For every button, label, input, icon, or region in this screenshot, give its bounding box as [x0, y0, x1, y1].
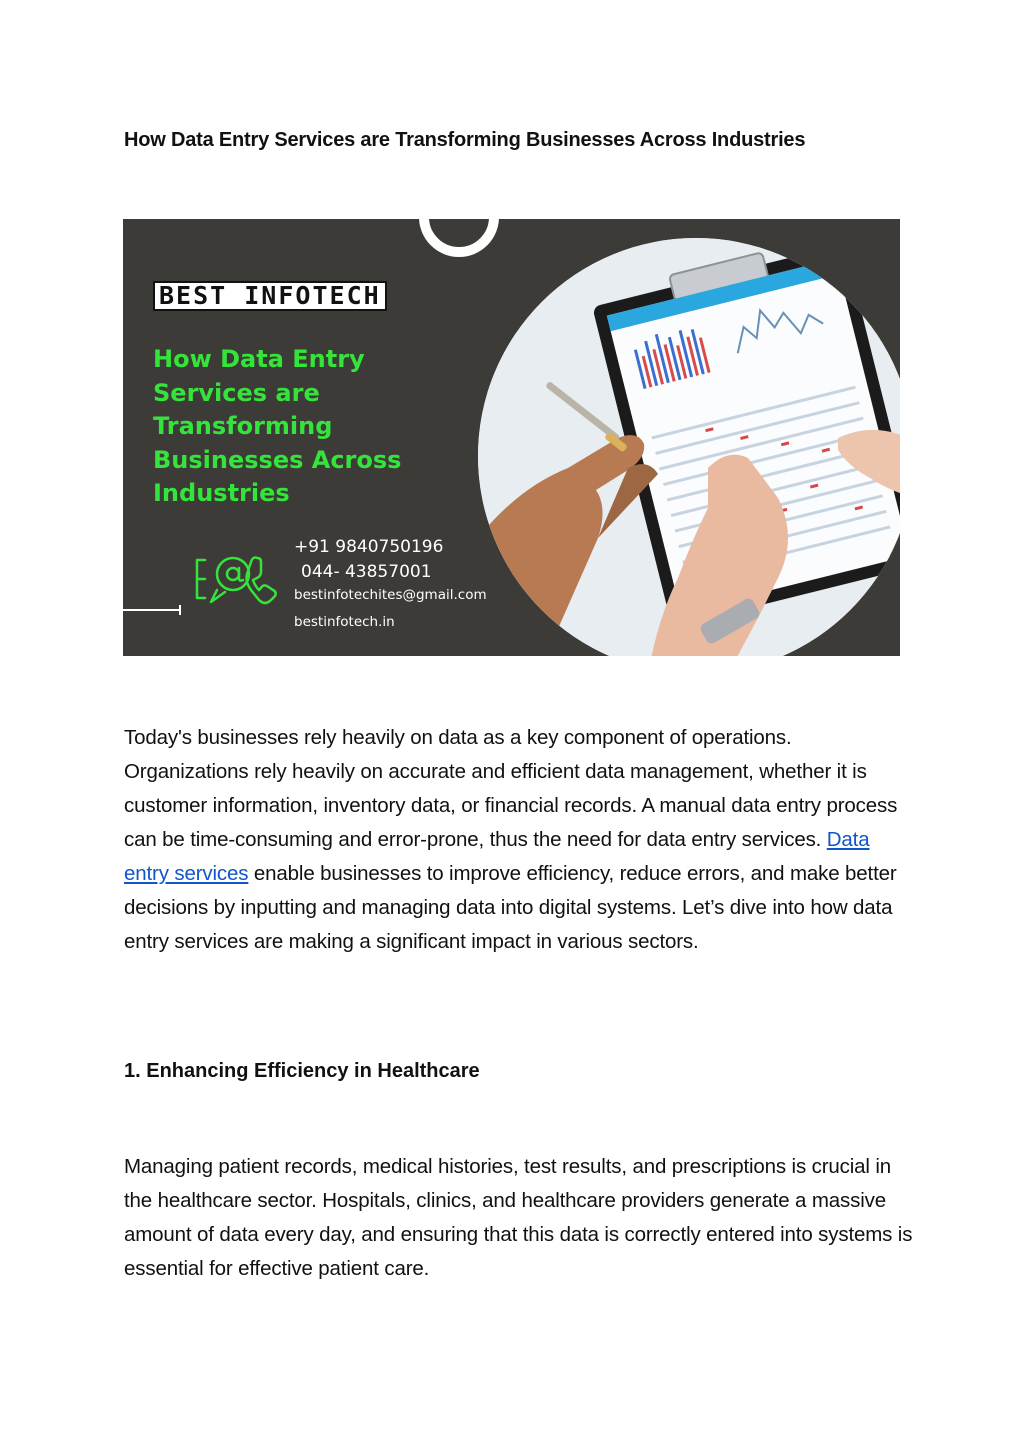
- banner-headline: [153, 343, 453, 511]
- headline-line: Transforming: [153, 412, 333, 440]
- phone-number-1: +91 9840750196: [294, 537, 444, 557]
- email-phone-icon: [195, 552, 281, 612]
- intro-text-before-link: Today's businesses rely heavily on data as a key component of operations. Organizations rely heavily on accurate and efficient data management, whether it is customer information, inventory data, or financial records. A manual data entry process can be time-consuming and error-prone, thus the need for data entry services.: [124, 726, 898, 851]
- intro-paragraph: [124, 721, 914, 959]
- data-entry-services-link[interactable]: Data entry services: [124, 828, 870, 885]
- website-url: bestinfotech.in: [294, 614, 395, 630]
- decorative-ring: [419, 219, 499, 257]
- intro-text-after-link: enable businesses to improve efficiency, reduce errors, and make better decisions by inputting and managing data into digital systems. Let’s dive into how data entry services are making a significant impact in various sectors.: [124, 862, 897, 953]
- banner-image: [123, 219, 900, 656]
- section-heading-healthcare: 1. Enhancing Efficiency in Healthcare: [124, 1060, 480, 1082]
- decorative-line: [123, 609, 181, 611]
- healthcare-paragraph: Managing patient records, medical histories, test results, and prescriptions is crucial in the healthcare sector. Hospitals, clinics, and healthcare providers generate a massive amount of data every day, and ensuring that this data is correctly entered into systems is essential for effective patient care.: [124, 1155, 913, 1280]
- headline-line: Services are: [153, 378, 320, 407]
- decorative-tick: [179, 605, 181, 615]
- headline-line: Businesses Across: [153, 445, 402, 474]
- email-address: bestinfotechites@gmail.com: [294, 587, 487, 603]
- document-title: How Data Entry Services are Transforming Businesses Across Industries: [124, 129, 806, 151]
- company-logo: BEST INFOTECH: [153, 281, 387, 311]
- phone-number-2: 044- 43857001: [301, 562, 432, 582]
- headline-line: Industries: [153, 479, 290, 507]
- headline-line: How Data Entry: [153, 345, 365, 373]
- photo-hands-reviewing-charts: [478, 238, 900, 656]
